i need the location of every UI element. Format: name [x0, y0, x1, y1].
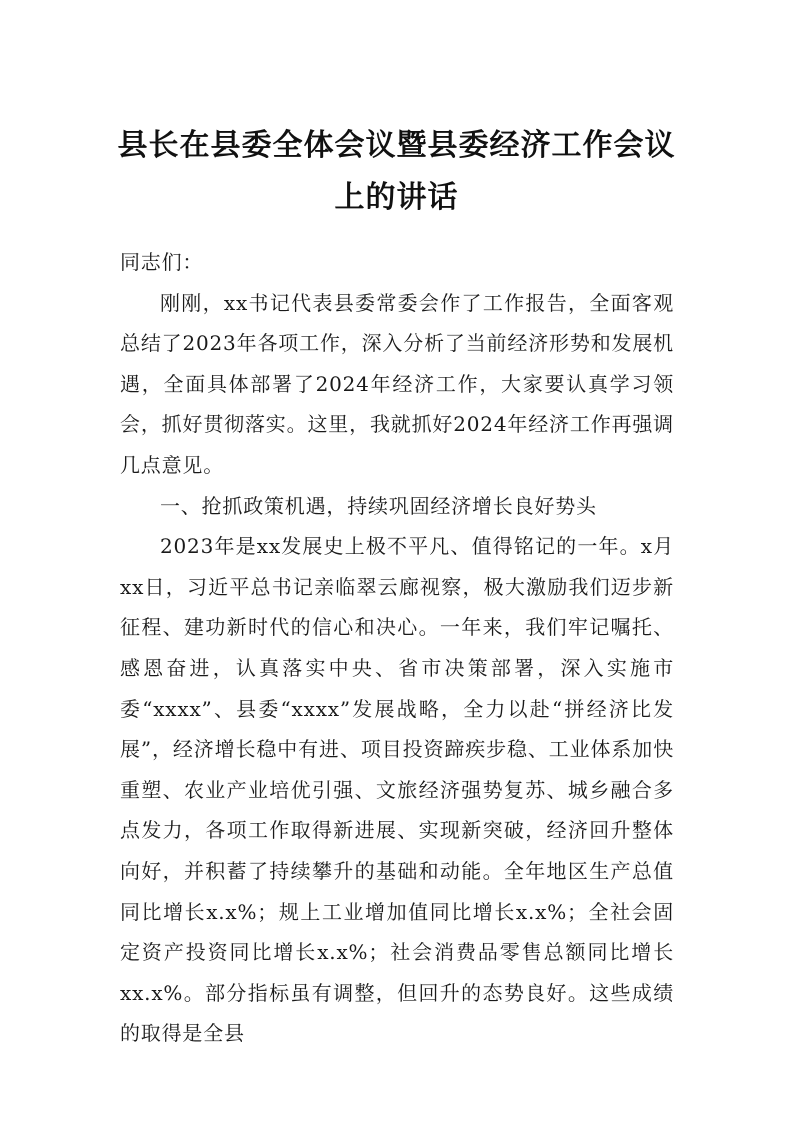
salutation: 同志们： [120, 250, 204, 274]
paragraph-opening: 刚刚，xx书记代表县委常委会作了工作报告，全面客观总结了2023年各项工作，深入分析了当前经济形势和发展机遇，全面具体部署了2024年经济工作，大家要认真学习领会，抓好贯彻落实。这里，我就抓好2024年经济工作再强调几点意见。 [120, 290, 674, 477]
title-line-1: 县长在县委全体会议暨县委经济工作会议 [117, 128, 676, 163]
section-heading: 一、抢抓政策机遇，持续巩固经济增长良好势头 [160, 493, 597, 518]
paragraph-section-1: 2023年是xx发展史上极不平凡、值得铭记的一年。x月xx日，习近平总书记亲临翠云廊视察，极大激励我们迈步新征程、建功新时代的信心和决心。一年来，我们牢记嘱托、感恩奋进，认真落实中央、省市决策部署，深入实施市委“xxxx”、县委“xxxx”发展战略，全力以赴“拼经济比发展”，经济增长稳中有进、项目投资蹄疾步稳、工业体系加快重塑、农业产业培优引强、文旅经济强势复苏、城乡融合多点发力，各项工作取得新进展、实现新突破，经济回升整体向好，并积蓄了持续攀升的基础和动能。全年地区生产总值同比增长x.x%；规上工业增加值同比增长x.x%；全社会固定资产投资同比增长x.x%；社会消费品零售总额同比增长xx.x%。部分指标虽有调整，但回升的态势良好。这些成绩的取得是全县 [120, 534, 674, 1046]
document-body [120, 242, 674, 1054]
document-title [100, 120, 693, 224]
title-line-2: 上的讲话 [334, 180, 459, 215]
